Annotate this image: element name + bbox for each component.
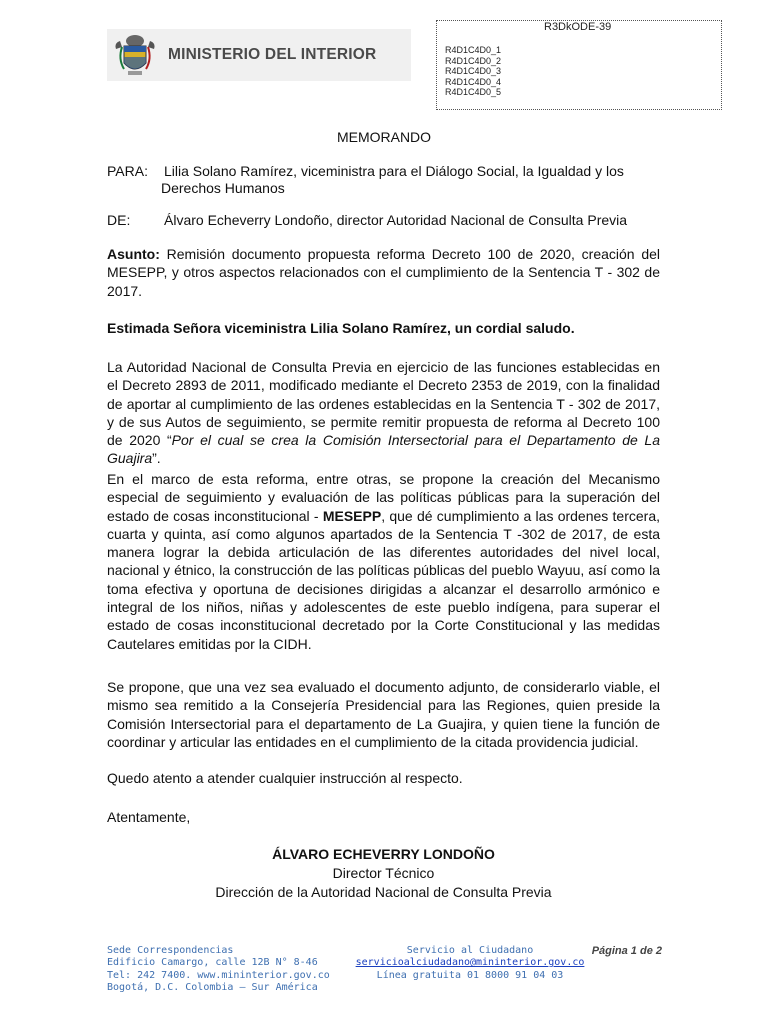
de-sender: Álvaro Echeverry Londoño, director Autoridad Nacional de Consulta Previa bbox=[164, 212, 628, 228]
de-label: DE: bbox=[107, 212, 131, 228]
footer-phone: Línea gratuita 01 8000 91 04 03 bbox=[376, 969, 564, 981]
mesepp-acronym: MESEPP bbox=[322, 507, 382, 524]
para-label: PARA: bbox=[107, 163, 148, 179]
footer-line: Tel: 242 7400. www.mininterior.gov.co bbox=[107, 969, 330, 981]
para-recipient-line2: Derechos Humanos bbox=[161, 180, 285, 196]
paragraph-1-end: ”. bbox=[152, 450, 161, 467]
footer-service-title: Servicio al Ciudadano bbox=[406, 945, 534, 956]
memo-title: MEMORANDO bbox=[336, 129, 432, 145]
subject-text: Remisión documento propuesta reforma Decreto 100 de 2020, creación del MESEPP, y otros aspectos relacionados con el cumplimiento de la Sentencia T - 302 de 2017. bbox=[107, 246, 661, 299]
code-list bbox=[445, 45, 501, 98]
closing: Atentamente, bbox=[107, 809, 191, 825]
code-line: R4D1C4D0_5 bbox=[445, 87, 502, 97]
signer-office: Dirección de la Autoridad Nacional de Consulta Previa bbox=[215, 884, 552, 900]
subject-label: Asunto: bbox=[107, 246, 160, 262]
body-paragraph-4: Quedo atento a atender cualquier instrucción al respecto. bbox=[107, 770, 463, 786]
signer-name: ÁLVARO ECHEVERRY LONDOÑO bbox=[272, 846, 495, 862]
paragraph-1-text: La Autoridad Nacional de Consulta Previa en ejercicio de las funciones establecidas en el Decreto 2893 de 2011, modificado mediante el Decreto 2353 de 2019, con la finalidad de aportar al cumplimiento de las ordenes establecidas en la Sentencia T - 302 de 2017, y de sus Autos de seguimiento, se permite remitir propuesta de reforma al Decreto 100 de 2020 “ bbox=[107, 359, 660, 449]
subject-paragraph bbox=[107, 245, 660, 300]
document-code: R3DkODE-39 bbox=[544, 21, 612, 33]
para-recipient-line1: Lilia Solano Ramírez, viceministra para el Diálogo Social, la Igualdad y los bbox=[164, 163, 624, 179]
paragraph-2-text: En el marco de esta reforma, entre otras, se propone la creación del Mecanismo especial de seguimiento y evaluación de las políticas públicas para la superación del estado de cosas inconstitucional - bbox=[107, 471, 660, 524]
code-line: R4D1C4D0_1 bbox=[445, 45, 502, 55]
code-line: R4D1C4D0_3 bbox=[445, 66, 502, 76]
code-line: R4D1C4D0_4 bbox=[445, 76, 502, 87]
footer-line: Edificio Camargo, calle 12B N° 8-46 bbox=[107, 957, 318, 969]
coat-of-arms-icon bbox=[114, 33, 156, 79]
paragraph-2-text-end: , que dé cumplimiento a las ordenes tercera, cuarta y quinta, así como algunos apartados de la Sentencia T -302 de 2017, de esta manera lograr la debida articulación de las diferentes autoridades del nivel local, nacional y étnico, la construcción de las políticas públicas del pueblo Wayuu, así como la toma efectiva y oportuna de decisiones dirigidas a alcanzar el desarrollo armónico e integral de los niños, niñas y adolescentes de este pueblo indígena, para superar el estado de cosas inconstitucional decretado por la Corte Constitucional y las medidas Cautelares emitidas por la CIDH. bbox=[107, 507, 661, 652]
body-paragraph-3: Se propone, que una vez sea evaluado el documento adjunto, de considerarlo viable, el mismo sea remitido a la Consejería Presidencial para las Regiones, quien preside la Comisión Intersectorial para el departamento de La Guajira, y quien tiene la función de coordinar y articular las entidades en el cumplimiento de la citada providencia judicial. bbox=[107, 679, 660, 750]
footer-line: Sede Correspondencias bbox=[107, 945, 234, 956]
decree-title: Por el cual se crea la Comisión Intersectorial para el Departamento de La Guajira bbox=[107, 432, 660, 467]
body-paragraph-1 bbox=[107, 358, 660, 468]
body-paragraph-2 bbox=[107, 470, 660, 653]
ministry-name: MINISTERIO DEL INTERIOR bbox=[168, 46, 377, 63]
greeting: Estimada Señora viceministra Lilia Solano Ramírez, un cordial saludo. bbox=[107, 320, 575, 336]
footer-citizen-service bbox=[355, 945, 585, 982]
code-line: R4D1C4D0_2 bbox=[445, 55, 502, 66]
footer-address bbox=[107, 945, 330, 994]
page-number: Página 1 de 2 bbox=[591, 945, 662, 957]
signer-title: Director Técnico bbox=[332, 865, 435, 881]
footer-line: Bogotá, D.C. Colombia – Sur América bbox=[107, 981, 318, 993]
footer-email-link[interactable]: servicioalciudadano@mininterior.gov.co bbox=[355, 957, 585, 969]
